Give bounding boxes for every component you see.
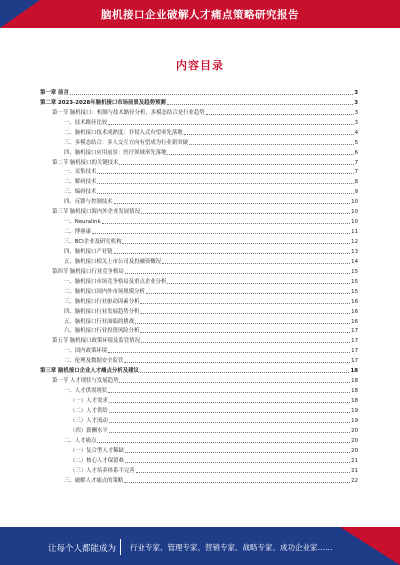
toc-entry[interactable] [40,414,358,424]
toc-leader-dots [124,362,350,363]
toc-entry[interactable] [40,424,358,434]
toc-entry-title: 四、脑机接口产业链 [64,248,113,255]
toc-entry[interactable] [40,464,358,474]
toc-entry-title: 第三节 脑机接口海内外企业发展情况 [52,209,140,216]
toc-entry[interactable] [40,474,358,484]
toc-leader-dots [206,114,354,115]
toc-entry[interactable] [40,354,358,364]
report-title: 脑机接口企业破解人才痛点策略研究报告 [101,9,299,21]
toc-leader-dots [141,213,350,214]
toc-entry-title: 五、脑机接口相关上市公司及投融资概况 [64,258,162,265]
toc-leader-dots [108,392,350,393]
toc-entry[interactable] [40,175,358,185]
toc-entry-title: （二）核心人才保留难 [70,457,124,464]
toc-leader-dots [92,233,350,234]
toc-leader-dots [141,342,350,343]
toc-entry[interactable] [40,275,358,285]
header-banner [0,0,400,28]
toc-entry-title: 二、人才痛点 [64,437,97,444]
toc-entry-title: 二、博睿康 [64,229,91,236]
toc-entry-title: 一、采集技术 [64,169,97,176]
toc-entry-page: 16 [351,308,358,315]
toc-entry[interactable] [40,106,358,116]
toc-entry-title: 第二章 2023-2028年脑机接口市场前景及趋势预测 [40,99,166,106]
toc-leader-dots [124,482,350,483]
toc-entry[interactable] [40,255,358,265]
toc-leader-dots [108,352,350,353]
toc-entry[interactable] [40,444,358,454]
toc-entry[interactable] [40,325,358,335]
toc-leader-dots [125,462,350,463]
toc-entry[interactable] [40,235,358,245]
toc-leader-dots [184,134,354,135]
toc-entry-page: 17 [351,338,358,345]
toc-leader-dots [122,243,350,244]
toc-entry[interactable] [40,96,358,106]
toc-entry-title: （三）人才培养体系不完善 [70,467,135,474]
toc-entry-title: （一）人才需求 [70,398,108,404]
toc-entry-title: 六、脑机接口行业投资风险分析 [64,328,140,335]
toc-entry[interactable] [40,384,358,394]
toc-entry-title: 第一章 前言 [40,89,69,96]
footer-banner [0,527,400,565]
toc-entry-title: 第三章 脑机接口企业人才痛点分析及建议 [40,368,139,375]
toc-entry-page: 15 [351,268,358,275]
toc-heading: 内容目录 [176,59,224,72]
toc-entry[interactable] [40,394,358,404]
toc-entry-page: 20 [351,427,358,434]
toc-entry-page: 3 [354,109,358,116]
toc-entry[interactable] [40,364,358,374]
footer-corner-accent [340,527,400,565]
toc-entry-page: 22 [351,477,358,484]
toc-entry-title: 一、脑机接口市场竞争格局及重点企业分析 [64,278,167,285]
toc-entry[interactable] [40,205,358,215]
toc-entry-title: 二、脑机接口国内外市场规模分析 [64,288,145,295]
toc-entry[interactable] [40,265,358,275]
toc-entry-title: 第二节 脑机接口的关键技术 [52,159,119,166]
toc-entry-title: 三、破解人才痛点的策略 [64,477,124,484]
toc-entry-page: 10 [351,199,358,206]
toc-leader-dots [167,154,353,155]
toc-entry-title: 三、多模态结合：多人交互方向有望成为行业新突破 [64,139,188,146]
toc-leader-dots [97,173,353,174]
toc-entry-title: （三）人才流动 [70,417,108,424]
toc-entry-page: 15 [351,288,358,295]
toc-entry[interactable] [40,434,358,444]
toc-entry-page: 8 [354,179,358,186]
toc-leader-dots [140,313,350,314]
toc-leader-dots [140,332,350,333]
toc-entry[interactable] [40,245,358,255]
toc-leader-dots [140,303,350,304]
toc-leader-dots [119,382,350,383]
toc-entry-page: 16 [351,318,358,325]
toc-entry[interactable] [40,185,358,195]
toc-entry[interactable] [40,156,358,166]
toc-entry-page: 7 [354,159,358,166]
toc-leader-dots [97,193,353,194]
toc-entry-title: 二、解码技术 [64,179,97,186]
toc-entry-page: 17 [351,348,358,355]
toc-leader-dots [167,283,350,284]
toc-entry-page: 5 [354,139,358,146]
toc-leader-dots [125,452,350,453]
toc-leader-dots [102,223,351,224]
toc-leader-dots [114,253,351,254]
toc-entry-page: 13 [351,248,358,255]
toc-leader-dots [108,124,353,125]
toc-entry-page: 9 [354,189,358,196]
toc-entry-page: 16 [351,298,358,305]
toc-entry-title: 第四节 脑机接口行业竞争格局 [52,268,124,275]
toc-entry-page: 21 [351,457,358,464]
toc-entry-page: 19 [351,417,358,424]
toc-entry-title: 第一节 人才现状与发展趋势 [52,378,119,385]
toc-entry-page: 14 [351,258,358,265]
toc-entry[interactable] [40,146,358,156]
toc-entry-title: 五、脑机接口行业面临的挑战 [64,318,135,325]
toc-leader-dots [109,402,350,403]
toc-entry-page: 3 [354,89,358,96]
toc-entry[interactable] [40,305,358,315]
toc-leader-dots [146,293,350,294]
footer-divider [120,539,121,555]
toc-entry[interactable] [40,116,358,126]
toc-entry-page: 21 [351,467,358,474]
toc-entry-title: 四、脑机接口应用前景：医疗领域率先落地 [64,149,167,156]
toc-entry-title: （二）人才供给 [70,407,108,414]
toc-leader-dots [167,104,353,105]
toc-leader-dots [135,323,350,324]
toc-entry-title: 一、Neuralink [64,219,101,226]
toc-entry[interactable] [40,315,358,325]
toc-leader-dots [125,273,350,274]
footer-tagline: 行业专家、管理专家、营销专家、战略专家、成功企业家…… [130,543,333,552]
toc-entry[interactable] [40,344,358,354]
footer-slogan: 让每个人都能成为 [48,544,117,554]
toc-entry-page: 11 [351,229,358,236]
toc-leader-dots [109,412,350,413]
toc-leader-dots [97,183,353,184]
toc-entry-page: 20 [351,447,358,454]
toc-entry-title: 三、编码技术 [64,189,97,196]
toc-leader-dots [119,164,353,165]
toc-entry-title: 二、伦理及数据安全监管 [64,358,124,365]
toc-entry-title: 第一节 脑机接口：机制与技术路径分析，多模态结合是行业趋势 [52,109,205,116]
toc-entry-title: 四、反馈与控制技术 [64,199,113,206]
toc-entry-title: 一、技术路径比较 [64,119,108,126]
toc-entry-title: （四）薪酬水平 [70,427,108,434]
toc-leader-dots [136,472,350,473]
toc-entry-title: 三、脑机接口行业驱动因素分析 [64,298,140,305]
toc-entry-page: 10 [351,209,358,216]
toc-entry[interactable] [40,86,358,96]
toc-entry[interactable] [40,215,358,225]
table-of-contents [40,86,358,484]
toc-entry[interactable] [40,404,358,414]
toc-entry-page: 17 [351,328,358,335]
toc-entry-page: 18 [351,388,358,395]
toc-entry-page: 7 [354,169,358,176]
toc-entry-title: 四、脑机接口行业发展趋势分析 [64,308,140,315]
toc-entry[interactable] [40,454,358,464]
toc-entry[interactable] [40,374,358,384]
toc-entry[interactable] [40,285,358,295]
toc-entry-title: 三、BCI企业及研究机构 [64,239,122,245]
toc-entry[interactable] [40,195,358,205]
toc-entry-page: 17 [351,358,358,365]
toc-entry[interactable] [40,225,358,235]
toc-entry[interactable] [40,334,358,344]
toc-entry-title: （一）复合型人才稀缺 [70,447,124,454]
toc-entry-page: 3 [354,119,358,126]
toc-entry-page: 19 [351,407,358,414]
toc-leader-dots [140,372,350,373]
toc-entry[interactable] [40,166,358,176]
toc-entry-page: 18 [351,398,358,404]
toc-entry-title: 第五节 脑机接口政策环境及监管情况 [52,338,140,345]
toc-entry[interactable] [40,295,358,305]
toc-leader-dots [109,432,350,433]
toc-leader-dots [189,144,354,145]
toc-entry-page: 4 [354,129,358,136]
toc-entry-page: 18 [351,378,358,385]
toc-entry-page: 20 [351,437,358,444]
toc-entry-page: 12 [351,239,358,245]
toc-entry-page: 18 [350,368,358,375]
toc-leader-dots [162,263,350,264]
toc-entry-title: 二、脑机接口技术成熟度：非侵入式有望率先落地 [64,129,183,136]
toc-entry-page: 10 [351,219,358,226]
toc-leader-dots [109,422,350,423]
toc-leader-dots [114,203,351,204]
toc-entry[interactable] [40,126,358,136]
toc-leader-dots [70,94,353,95]
toc-entry-page: 6 [354,149,358,156]
toc-leader-dots [97,442,350,443]
toc-entry-title: 一、人才供需现状 [64,388,108,395]
toc-entry-page: 15 [351,278,358,285]
toc-entry[interactable] [40,136,358,146]
toc-entry-page: 3 [354,99,358,106]
toc-entry-title: 一、国内政策环境 [64,348,108,355]
